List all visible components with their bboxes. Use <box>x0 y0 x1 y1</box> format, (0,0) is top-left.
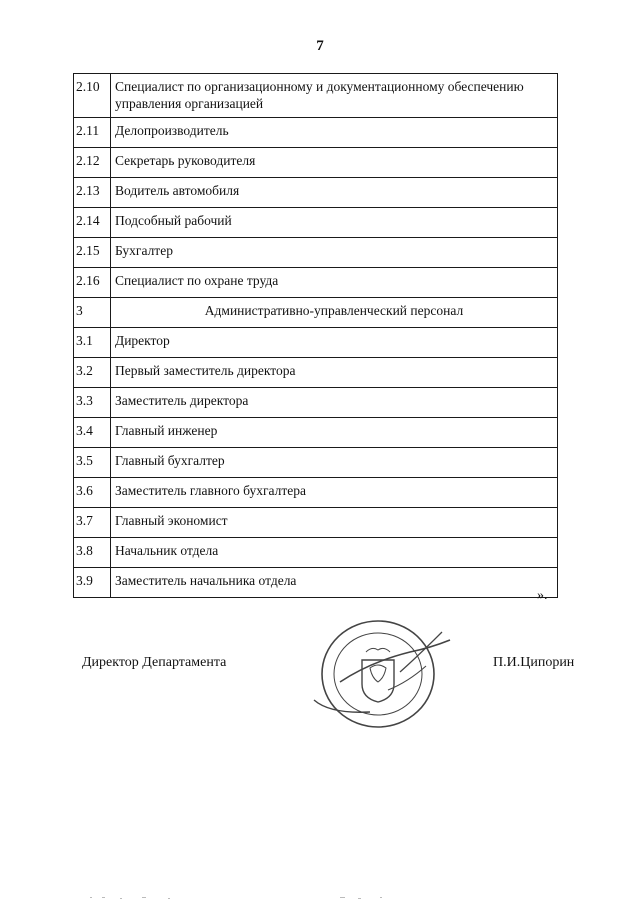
row-number: 3.5 <box>74 448 111 478</box>
row-number: 3.1 <box>74 328 111 358</box>
row-number: 2.14 <box>74 208 111 238</box>
row-number: 2.16 <box>74 268 111 298</box>
row-number: 2.11 <box>74 118 111 148</box>
section-number: 3 <box>74 298 111 328</box>
table-row <box>74 538 558 568</box>
row-number: 3.2 <box>74 358 111 388</box>
row-number: 3.8 <box>74 538 111 568</box>
row-number: 3.4 <box>74 418 111 448</box>
row-position: Делопроизводитель <box>111 118 558 148</box>
signatory-title: Директор Департамента <box>82 655 227 670</box>
table-row <box>74 418 558 448</box>
section-title: Административно-управленческий персонал <box>111 298 558 328</box>
row-position: Директор <box>111 328 558 358</box>
table-row <box>74 478 558 508</box>
row-position: Водитель автомобиля <box>111 178 558 208</box>
table-row <box>74 358 558 388</box>
row-position: Бухгалтер <box>111 238 558 268</box>
row-position: Заместитель директора <box>111 388 558 418</box>
row-position: Главный инженер <box>111 418 558 448</box>
row-number: 2.12 <box>74 148 111 178</box>
row-position: Секретарь руководителя <box>111 148 558 178</box>
signatory-name: П.И.Ципорин <box>493 655 575 670</box>
table-row <box>74 208 558 238</box>
table-row <box>74 388 558 418</box>
row-number: 3.7 <box>74 508 111 538</box>
row-position: Главный экономист <box>111 508 558 538</box>
table-row <box>74 448 558 478</box>
row-number: 2.10 <box>74 74 111 118</box>
table-row <box>74 508 558 538</box>
row-position: Первый заместитель директора <box>111 358 558 388</box>
row-number: 3.6 <box>74 478 111 508</box>
table-row <box>74 178 558 208</box>
row-number: 3.9 <box>74 568 111 598</box>
row-position: Заместитель главного бухгалтера <box>111 478 558 508</box>
row-position: Специалист по организационному и документационному обеспечению управления организацией <box>111 74 558 118</box>
round-seal-icon <box>300 612 460 732</box>
row-position: Специалист по охране труда <box>111 268 558 298</box>
row-position: Заместитель начальника отдела <box>111 568 558 598</box>
row-number: 2.13 <box>74 178 111 208</box>
row-number: 3.3 <box>74 388 111 418</box>
table-row <box>74 268 558 298</box>
table-row <box>74 568 558 598</box>
table-row <box>74 328 558 358</box>
table-row <box>74 238 558 268</box>
page-number: 7 <box>316 38 324 54</box>
scan-noise <box>90 895 510 901</box>
row-position: Подсобный рабочий <box>111 208 558 238</box>
row-position: Главный бухгалтер <box>111 448 558 478</box>
table-row <box>74 148 558 178</box>
table-row <box>74 118 558 148</box>
table-row <box>74 74 558 118</box>
closing-quote: ». <box>537 588 548 603</box>
row-position: Начальник отдела <box>111 538 558 568</box>
section-row <box>74 298 558 328</box>
row-number: 2.15 <box>74 238 111 268</box>
staff-table <box>73 73 558 598</box>
